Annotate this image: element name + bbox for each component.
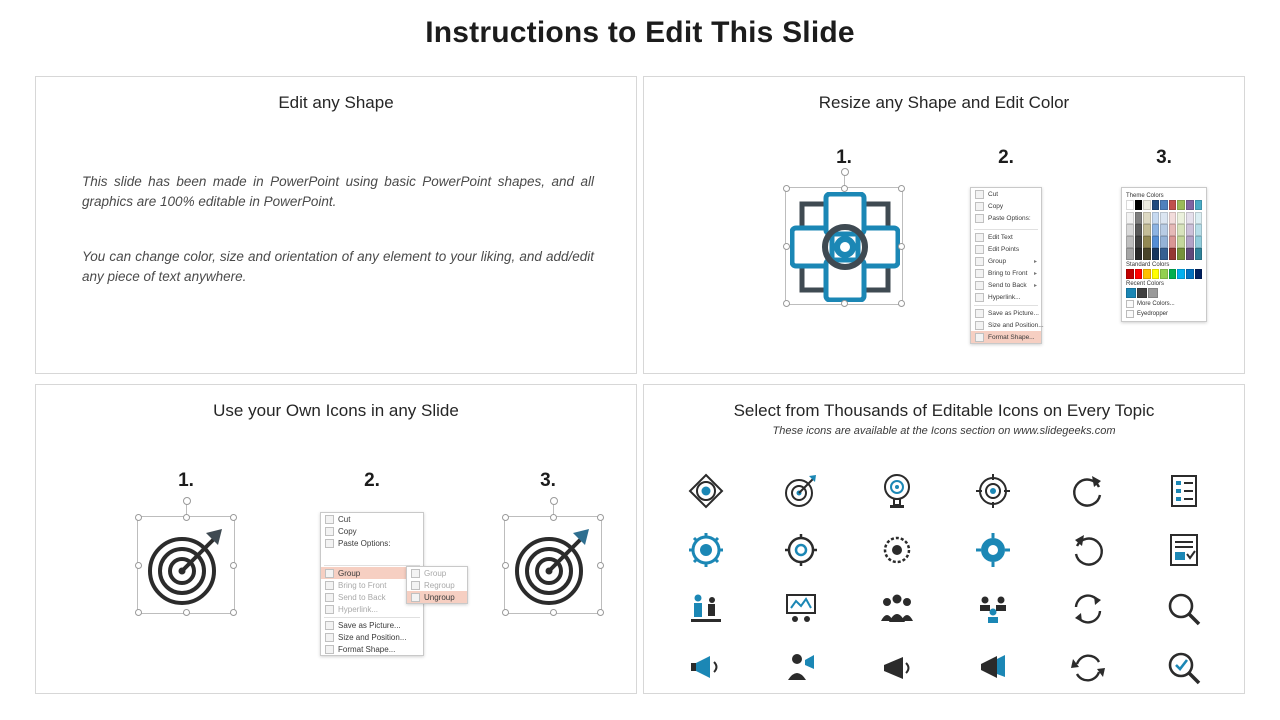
resize-step-3 xyxy=(1084,147,1244,322)
swatch[interactable] xyxy=(1186,236,1194,248)
swatch[interactable] xyxy=(1126,200,1134,210)
swatch[interactable] xyxy=(1135,224,1143,236)
cut-icon xyxy=(975,190,984,199)
submenu-item-label: Ungroup xyxy=(424,592,455,602)
shape-context-menu[interactable] xyxy=(970,187,1042,344)
own-icons-step-1-number: 1. xyxy=(178,470,194,491)
swatch[interactable] xyxy=(1152,200,1160,210)
swatch[interactable] xyxy=(1169,269,1177,279)
swatch[interactable] xyxy=(1160,200,1168,210)
target-diamond-icon[interactable] xyxy=(687,472,725,510)
swatch[interactable] xyxy=(1186,212,1194,224)
swatch[interactable] xyxy=(1177,236,1185,248)
resize-step-2 xyxy=(926,147,1086,344)
resize-handle-top-right[interactable] xyxy=(898,185,905,192)
swatch[interactable] xyxy=(1160,236,1168,248)
menu-item-copy[interactable] xyxy=(321,525,423,537)
paste-icon xyxy=(325,539,334,548)
menu-item-label: Save as Picture... xyxy=(988,309,1039,317)
menu-item-label: Paste Options: xyxy=(338,538,391,548)
more-colors-icon xyxy=(1126,300,1134,308)
resize-handle-middle-right[interactable] xyxy=(898,243,905,250)
resize-handle-middle-right[interactable] xyxy=(230,562,237,569)
menu-item-group[interactable] xyxy=(971,255,1041,267)
recent-colors-row[interactable] xyxy=(1126,288,1202,298)
resize-handle-bottom-middle[interactable] xyxy=(550,609,557,616)
menu-item-label: Send to Back xyxy=(338,592,386,602)
chevron-right-icon: ▸ xyxy=(1033,258,1037,265)
target-dart-icon xyxy=(138,519,234,611)
paste-keep-formatting-icon[interactable] xyxy=(335,551,344,560)
regroup-icon xyxy=(411,581,420,590)
eyedropper-button[interactable] xyxy=(1126,310,1202,318)
megaphone-dark-icon[interactable] xyxy=(878,649,916,687)
edit-text-icon xyxy=(975,233,984,242)
swatch[interactable] xyxy=(1143,200,1151,210)
resize-handle-bottom-right[interactable] xyxy=(597,609,604,616)
resize-handle-top-left[interactable] xyxy=(502,514,509,521)
theme-tints-row-2[interactable] xyxy=(1126,224,1202,236)
resize-handle-bottom-right[interactable] xyxy=(898,300,905,307)
swatch[interactable] xyxy=(1126,269,1134,279)
magnifier-icon[interactable] xyxy=(1165,590,1203,628)
copy-icon xyxy=(325,527,334,536)
swatch[interactable] xyxy=(1152,269,1160,279)
panel-subtitle-editable-icons: These icons are available at the Icons section on www.slidegeeks.com xyxy=(772,425,1116,437)
page-title: Instructions to Edit This Slide xyxy=(425,16,855,49)
swatch[interactable] xyxy=(1152,248,1160,260)
chevron-right-icon: ▸ xyxy=(1033,282,1037,289)
resize-handle-top-right[interactable] xyxy=(230,514,237,521)
resize-handle-middle-left[interactable] xyxy=(502,562,509,569)
swatch[interactable] xyxy=(1186,248,1194,260)
menu-item-label: Format Shape... xyxy=(988,333,1035,341)
bring-to-front-icon xyxy=(325,581,334,590)
swatch[interactable] xyxy=(1195,236,1203,248)
menu-item-label: Paste Options: xyxy=(988,214,1031,222)
paste-icon xyxy=(975,214,984,223)
swatch[interactable] xyxy=(1186,269,1194,279)
menu-separator xyxy=(974,305,1038,306)
paste-text-icon[interactable] xyxy=(359,551,368,560)
swatch[interactable] xyxy=(1169,224,1177,236)
submenu-item-ungroup[interactable] xyxy=(407,591,467,603)
format-shape-icon xyxy=(975,333,984,342)
more-colors-button[interactable] xyxy=(1126,300,1202,308)
own-icons-step-1 xyxy=(98,470,274,614)
gear-solid-icon[interactable] xyxy=(687,531,725,569)
submenu-item-regroup[interactable] xyxy=(407,579,467,591)
group-icon xyxy=(411,569,420,578)
swatch[interactable] xyxy=(1177,200,1185,210)
panel-title-own-icons: Use your Own Icons in any Slide xyxy=(213,401,459,420)
target-dart-selected-icon xyxy=(505,519,601,611)
menu-item-label: Hyperlink... xyxy=(988,293,1021,301)
recent-colors-label: Recent Colors xyxy=(1126,281,1165,287)
paste-picture-icon[interactable] xyxy=(347,551,356,560)
group-icon xyxy=(325,569,334,578)
theme-tints-row-4[interactable] xyxy=(1126,248,1202,260)
gear-teal-icon[interactable] xyxy=(974,531,1012,569)
swatch[interactable] xyxy=(1126,224,1134,236)
document-list-icon[interactable] xyxy=(1165,472,1203,510)
menu-item-label: Edit Points xyxy=(988,245,1020,253)
menu-item-label: Save as Picture... xyxy=(338,620,401,630)
resize-handle-bottom-left[interactable] xyxy=(135,609,142,616)
swatch[interactable] xyxy=(1126,236,1134,248)
swatch[interactable] xyxy=(1135,236,1143,248)
own-icons-step-3-number: 3. xyxy=(540,470,556,491)
panel-title-edit-shape: Edit any Shape xyxy=(278,93,394,112)
document-check-icon[interactable] xyxy=(1165,531,1203,569)
color-picker-panel[interactable] xyxy=(1121,187,1207,322)
resize-step-3-number: 3. xyxy=(1156,147,1172,168)
paste-option-buttons[interactable] xyxy=(971,224,1041,227)
panel-edit-any-shape xyxy=(35,76,637,374)
refresh-clockwise-icon[interactable] xyxy=(1069,472,1107,510)
swatch[interactable] xyxy=(1143,248,1151,260)
resize-handle-top-middle[interactable] xyxy=(841,185,848,192)
target-dart-icon[interactable] xyxy=(782,472,820,510)
icon-selection-box-2[interactable] xyxy=(504,516,602,614)
hyperlink-icon xyxy=(325,605,334,614)
target-trophy-icon[interactable] xyxy=(878,472,916,510)
swatch[interactable] xyxy=(1177,212,1185,224)
bring-to-front-icon xyxy=(975,269,984,278)
menu-item-label: Cut xyxy=(338,514,351,524)
submenu-item-label: Regroup xyxy=(424,580,455,590)
resize-handle-top-left[interactable] xyxy=(783,185,790,192)
swatch[interactable] xyxy=(1126,212,1134,224)
rotation-handle-icon[interactable] xyxy=(841,168,849,176)
resize-handle-bottom-middle[interactable] xyxy=(183,609,190,616)
swatch[interactable] xyxy=(1177,248,1185,260)
menu-item-hyperlink[interactable] xyxy=(971,291,1041,303)
swatch[interactable] xyxy=(1160,248,1168,260)
megaphone-teal-icon[interactable] xyxy=(974,649,1012,687)
menu-item-size-and-position[interactable] xyxy=(971,319,1044,331)
group-people-icon[interactable] xyxy=(878,590,916,628)
resize-handle-top-middle[interactable] xyxy=(183,514,190,521)
swatch[interactable] xyxy=(1143,224,1151,236)
edit-points-icon xyxy=(975,245,984,254)
resize-handle-bottom-right[interactable] xyxy=(230,609,237,616)
menu-item-format-shape[interactable] xyxy=(321,643,423,655)
resize-handle-middle-left[interactable] xyxy=(135,562,142,569)
resize-handle-bottom-left[interactable] xyxy=(783,300,790,307)
own-icons-step-2-number: 2. xyxy=(364,470,380,491)
save-picture-icon xyxy=(975,309,984,318)
menu-item-label: Group xyxy=(338,568,361,578)
send-to-back-icon xyxy=(975,281,984,290)
swatch[interactable] xyxy=(1169,236,1177,248)
send-to-back-icon xyxy=(325,593,334,602)
menu-separator xyxy=(974,229,1038,230)
swatch[interactable] xyxy=(1126,288,1136,298)
swatch[interactable] xyxy=(1177,224,1185,236)
menu-item-paste-options[interactable] xyxy=(971,212,1041,224)
standard-colors-row[interactable] xyxy=(1126,269,1202,279)
swatch[interactable] xyxy=(1152,212,1160,224)
size-position-icon xyxy=(325,633,334,642)
swatch[interactable] xyxy=(1177,269,1185,279)
menu-item-size-and-position[interactable] xyxy=(321,631,423,643)
format-shape-icon xyxy=(325,645,334,654)
swatch[interactable] xyxy=(1169,248,1177,260)
megaphone-blue-icon[interactable] xyxy=(687,649,725,687)
menu-item-label: Hyperlink... xyxy=(338,604,379,614)
hyperlink-icon xyxy=(975,293,984,302)
theme-colors-label: Theme Colors xyxy=(1126,193,1164,199)
menu-item-cut[interactable] xyxy=(971,188,1041,200)
menu-item-copy[interactable] xyxy=(971,200,1041,212)
menu-item-label: Format Shape... xyxy=(338,644,396,654)
panel-title-resize-shape: Resize any Shape and Edit Color xyxy=(818,93,1070,112)
swatch[interactable] xyxy=(1126,248,1134,260)
swatch[interactable] xyxy=(1186,200,1194,210)
team-meeting-icon[interactable] xyxy=(974,590,1012,628)
swatch[interactable] xyxy=(1160,212,1168,224)
resize-step-2-number: 2. xyxy=(998,147,1014,168)
resize-step-1-number: 1. xyxy=(836,147,852,168)
menu-item-edit-points[interactable] xyxy=(971,243,1041,255)
own-icons-step-2 xyxy=(284,470,460,656)
puzzle-target-icon xyxy=(786,192,902,302)
refresh-circle-icon[interactable] xyxy=(1069,531,1107,569)
resize-handle-middle-right[interactable] xyxy=(597,562,604,569)
menu-item-paste-options[interactable] xyxy=(321,537,423,549)
chevron-right-icon: ▸ xyxy=(1033,270,1037,277)
ungroup-icon xyxy=(411,593,420,602)
menu-item-save-as-picture[interactable] xyxy=(321,619,423,631)
swatch[interactable] xyxy=(1160,224,1168,236)
group-submenu[interactable] xyxy=(406,566,468,604)
group-icon xyxy=(975,257,984,266)
swatch[interactable] xyxy=(1148,288,1158,298)
panel-resize-shape xyxy=(643,76,1245,374)
resize-handle-top-right[interactable] xyxy=(597,514,604,521)
theme-tints-row-3[interactable] xyxy=(1126,236,1202,248)
menu-item-cut[interactable] xyxy=(321,513,423,525)
submenu-item-label: Group xyxy=(424,568,447,578)
edit-shape-paragraph-2: You can change color, size and orientation of any element to your liking, and add/edit any piece of text anywhere. xyxy=(82,249,594,284)
icon-gallery xyxy=(658,461,1232,697)
target-crosshair-icon[interactable] xyxy=(974,472,1012,510)
icon-selection-box-1[interactable] xyxy=(137,516,235,614)
menu-item-send-to-back[interactable] xyxy=(971,279,1041,291)
theme-tints-row-1[interactable] xyxy=(1126,212,1202,224)
rotation-handle-icon[interactable] xyxy=(550,497,558,505)
menu-item-label: Size and Position... xyxy=(988,321,1044,329)
swatch[interactable] xyxy=(1135,248,1143,260)
swatch[interactable] xyxy=(1152,236,1160,248)
copy-icon xyxy=(975,202,984,211)
menu-item-label: Copy xyxy=(338,526,357,536)
swatch[interactable] xyxy=(1135,212,1143,224)
resize-handle-top-left[interactable] xyxy=(135,514,142,521)
menu-item-save-as-picture[interactable] xyxy=(971,307,1041,319)
swatch[interactable] xyxy=(1195,269,1203,279)
rotation-handle-icon[interactable] xyxy=(183,497,191,505)
swatch[interactable] xyxy=(1195,212,1203,224)
more-colors-label: More Colors... xyxy=(1137,301,1175,307)
presentation-team-icon[interactable] xyxy=(782,590,820,628)
eyedropper-label: Eyedropper xyxy=(1137,311,1169,317)
swatch[interactable] xyxy=(1135,269,1143,279)
menu-item-edit-text[interactable] xyxy=(971,231,1041,243)
menu-item-label: Size and Position... xyxy=(338,632,407,642)
swatch[interactable] xyxy=(1137,288,1147,298)
panel-own-icons xyxy=(35,384,637,694)
cut-icon xyxy=(325,515,334,524)
resize-handle-middle-left[interactable] xyxy=(783,243,790,250)
save-picture-icon xyxy=(325,621,334,630)
swatch[interactable] xyxy=(1143,236,1151,248)
own-icons-step-3 xyxy=(474,470,650,614)
menu-item-label: Send to Back xyxy=(988,281,1027,289)
resize-handle-bottom-left[interactable] xyxy=(502,609,509,616)
menu-item-bring-to-front[interactable] xyxy=(971,267,1041,279)
size-position-icon xyxy=(975,321,984,330)
menu-separator xyxy=(324,617,420,618)
submenu-item-group[interactable] xyxy=(407,567,467,579)
swatch[interactable] xyxy=(1152,224,1160,236)
paste-option-buttons[interactable] xyxy=(321,549,423,563)
swatch[interactable] xyxy=(1160,269,1168,279)
gear-dotted-icon[interactable] xyxy=(878,531,916,569)
sync-arrows-icon[interactable] xyxy=(1069,590,1107,628)
swatch[interactable] xyxy=(1143,212,1151,224)
swatch[interactable] xyxy=(1195,200,1203,210)
menu-item-label: Edit Text xyxy=(988,233,1013,241)
standard-colors-label: Standard Colors xyxy=(1126,262,1170,268)
panel-editable-icons xyxy=(643,384,1245,694)
resize-handle-top-middle[interactable] xyxy=(550,514,557,521)
resize-step-1 xyxy=(764,147,924,305)
swatch[interactable] xyxy=(1195,248,1203,260)
swatch[interactable] xyxy=(1169,212,1177,224)
menu-item-label: Copy xyxy=(988,202,1004,210)
menu-item-label: Bring to Front xyxy=(338,580,387,590)
menu-item-hyperlink[interactable] xyxy=(321,603,423,615)
swatch[interactable] xyxy=(1135,200,1143,210)
resize-handle-bottom-middle[interactable] xyxy=(841,300,848,307)
gear-outline-icon[interactable] xyxy=(782,531,820,569)
swatch[interactable] xyxy=(1186,224,1194,236)
menu-item-label: Group xyxy=(988,257,1007,265)
search-check-icon[interactable] xyxy=(1165,649,1203,687)
rotate-arrows-icon[interactable] xyxy=(1069,649,1107,687)
swatch[interactable] xyxy=(1169,200,1177,210)
menu-item-label: Cut xyxy=(988,190,999,198)
people-podium-icon[interactable] xyxy=(687,590,725,628)
menu-item-format-shape[interactable] xyxy=(971,331,1041,343)
menu-item-label: Bring to Front xyxy=(988,269,1028,277)
person-speaker-icon[interactable] xyxy=(782,649,820,687)
swatch[interactable] xyxy=(1195,224,1203,236)
eyedropper-icon xyxy=(1126,310,1134,318)
shape-selection-box[interactable] xyxy=(785,187,903,305)
edit-shape-paragraph-1: This slide has been made in PowerPoint using basic PowerPoint shapes, and all graphics are 100% editable in PowerPoint. xyxy=(82,174,594,209)
swatch[interactable] xyxy=(1143,269,1151,279)
theme-colors-row[interactable] xyxy=(1126,200,1202,210)
panel-title-editable-icons: Select from Thousands of Editable Icons on Every Topic xyxy=(733,401,1155,420)
